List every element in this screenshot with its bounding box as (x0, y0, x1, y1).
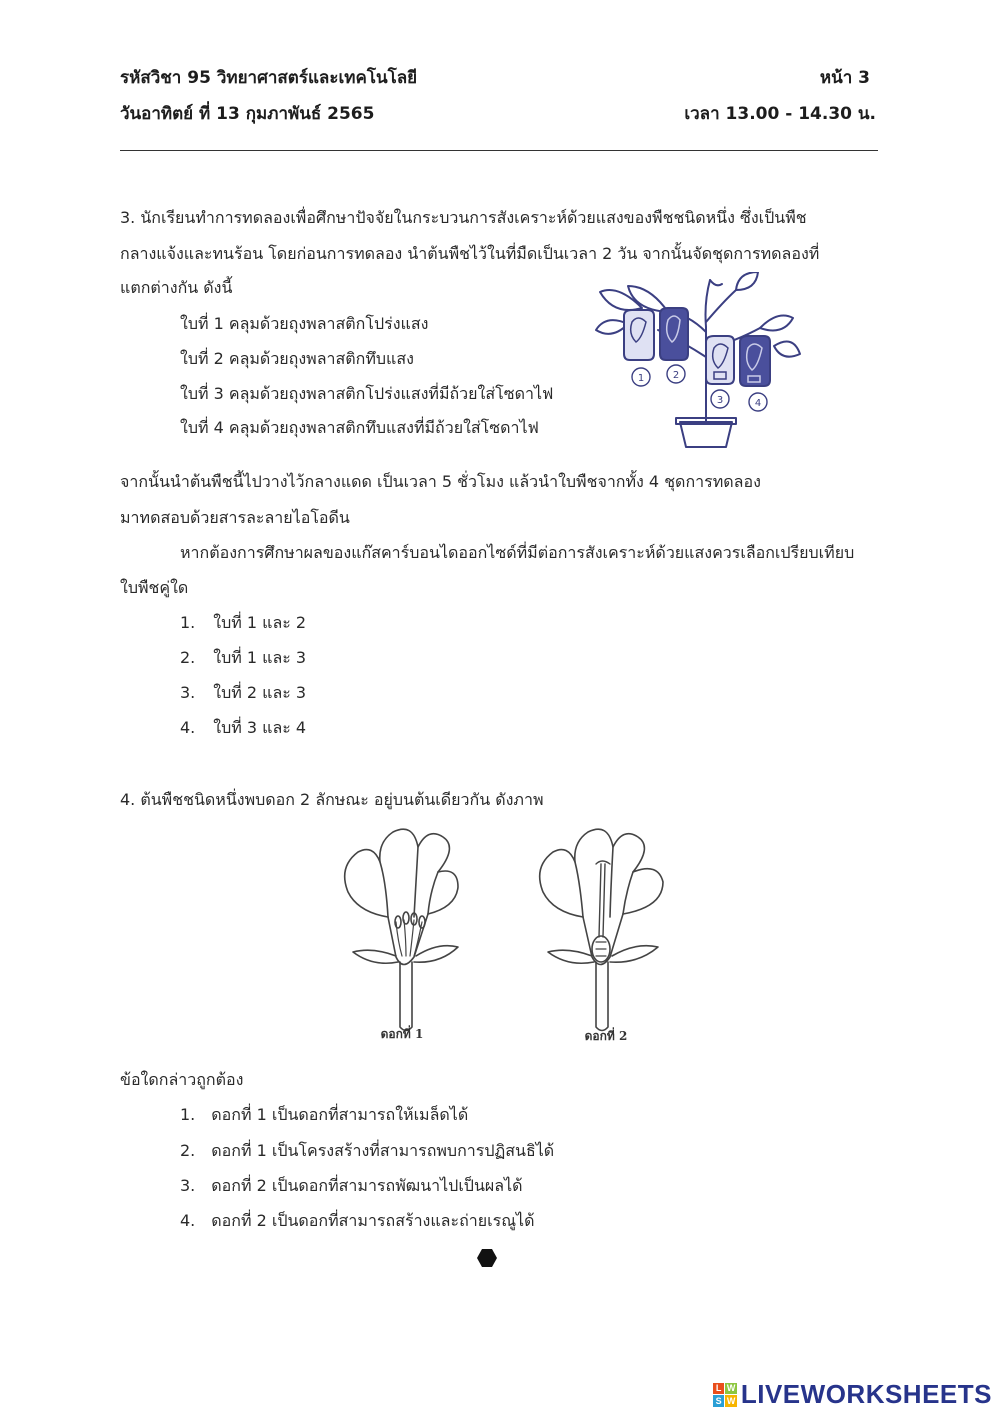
q3-setup-3: ใบที่ 3 คลุมด้วยถุงพลาสติกโปร่งแสงที่มีถ้วยใส่โซดาไฟ (180, 384, 554, 403)
q4-option-1-num: 1. (180, 1105, 196, 1124)
q3-setup-2: ใบที่ 2 คลุมด้วยถุงพลาสติกทึบแสง (180, 349, 414, 368)
flower-figure (318, 822, 688, 1052)
q3-option-2[interactable] (180, 646, 306, 671)
leaf-top-left (628, 286, 668, 312)
q3-option-3-num: 3. (180, 683, 196, 702)
q3-after-line-2: มาทดสอบด้วยสารละลายไอโอดีน (120, 508, 350, 527)
figure-label-2: 2 (672, 370, 680, 381)
q4-option-4-num: 4. (180, 1211, 196, 1230)
logo-letter: W (726, 1383, 736, 1394)
q3-option-2-text: ใบที่ 1 และ 3 (213, 648, 307, 667)
exam-time: เวลา 13.00 - 14.30 น. (684, 104, 876, 124)
q4-option-4[interactable] (180, 1209, 534, 1234)
q4-option-1[interactable] (180, 1103, 468, 1128)
q3-option-4[interactable] (180, 716, 306, 741)
q4-option-3-num: 3. (180, 1176, 196, 1195)
bag-3-transparent (706, 336, 734, 384)
q3-option-4-text: ใบที่ 3 และ 4 (213, 718, 307, 737)
q3-option-2-num: 2. (180, 648, 196, 667)
header-divider (120, 150, 878, 151)
hexagon-icon (477, 1248, 497, 1268)
figure-label-1: 1 (637, 373, 645, 384)
liveworksheets-watermark (713, 1379, 992, 1410)
q4-prompt: ข้อใดกล่าวถูกต้อง (120, 1070, 244, 1089)
q3-option-3[interactable] (180, 681, 306, 706)
q3-setup-1: ใบที่ 1 คลุมด้วยถุงพลาสติกโปร่งแสง (180, 314, 429, 333)
leaf-right-upper (760, 316, 793, 331)
q4-option-3[interactable] (180, 1174, 523, 1199)
q3-option-1-text: ใบที่ 1 และ 2 (213, 613, 307, 632)
q3-option-1-num: 1. (180, 613, 196, 632)
watermark-text: LIVEWORKSHEETS (740, 1379, 992, 1409)
plant-tip (710, 280, 722, 285)
q4-option-4-text: ดอกที่ 2 เป็นดอกที่สามารถสร้างและถ่ายเรณูได้ (211, 1211, 535, 1230)
q3-question-line-1: หากต้องการศึกษาผลของแก๊สคาร์บอนไดออกไซด์ที่มีต่อการสังเคราะห์ด้วยแสงควรเลือกเปรียบเทียบ (180, 543, 855, 562)
q4-option-2-text: ดอกที่ 1 เป็นโครงสร้างที่สามารถพบการปฏิสนธิได้ (211, 1141, 555, 1160)
q3-stem-line-1: 3. นักเรียนทำการทดลองเพื่อศึกษาปัจจัยในกระบวนการสังเคราะห์ด้วยแสงของพืชชนิดหนึ่ง ซึ่งเป็นพืช (120, 208, 807, 227)
q3-option-4-num: 4. (180, 718, 196, 737)
q3-stem-line-3: แตกต่างกัน ดังนี้ (120, 278, 233, 297)
q3-stem-line-2: กลางแจ้งและทนร้อน โดยก่อนการทดลอง นำต้นพืชไว้ในที่มืดเป็นเวลา 2 วัน จากนั้นจัดชุดการทดลองที่ (120, 244, 820, 263)
q4-option-2-num: 2. (180, 1141, 196, 1160)
q3-question-line-2: ใบพืชคู่ใด (120, 578, 189, 597)
plant-branch-upper-right (706, 290, 736, 322)
q3-setup-4: ใบที่ 4 คลุมด้วยถุงพลาสติกทึบแสงที่มีถ้วยใส่โซดาไฟ (180, 418, 539, 437)
figure-label-4: 4 (754, 398, 762, 409)
figure-label-3: 3 (716, 395, 724, 406)
subject-code: รหัสวิชา 95 วิทยาศาสตร์และเทคโนโลยี (120, 68, 418, 88)
q4-option-2[interactable] (180, 1139, 554, 1164)
q3-option-1[interactable] (180, 611, 306, 636)
logo-letter: W (726, 1395, 736, 1406)
q4-stem: 4. ต้นพืชชนิดหนึ่งพบดอก 2 ลักษณะ อยู่บนต้นเดียวกัน ดังภาพ (120, 790, 544, 809)
q4-option-3-text: ดอกที่ 2 เป็นดอกที่สามารถพัฒนาไปเป็นผลได้ (211, 1176, 523, 1195)
q3-after-line-1: จากนั้นนำต้นพืชนี้ไปวางไว้กลางแดด เป็นเวลา 5 ชั่วโมง แล้วนำใบพืชจากทั้ง 4 ชุดการทดลอง (120, 472, 761, 491)
logo-letter: L (713, 1383, 725, 1395)
q3-option-3-text: ใบที่ 2 และ 3 (213, 683, 307, 702)
flower-1-drawing (345, 829, 458, 1030)
flower-2-caption: ดอกที่ 2 (584, 1029, 628, 1043)
logo-letter: S (713, 1395, 725, 1407)
flower-1-caption: ดอกที่ 1 (380, 1027, 424, 1041)
exam-date: วันอาทิตย์ ที่ 13 กุมภาพันธ์ 2565 (120, 104, 375, 124)
leaf-right-lower (774, 342, 800, 357)
liveworksheets-logo-icon (713, 1383, 737, 1407)
q4-option-1-text: ดอกที่ 1 เป็นดอกที่สามารถให้เมล็ดได้ (211, 1105, 469, 1124)
page-number: หน้า 3 (819, 68, 870, 88)
leaf-top-right (736, 272, 758, 290)
plant-experiment-figure (588, 272, 813, 457)
flower-2-drawing (540, 829, 663, 1030)
plant-pot (680, 422, 732, 447)
